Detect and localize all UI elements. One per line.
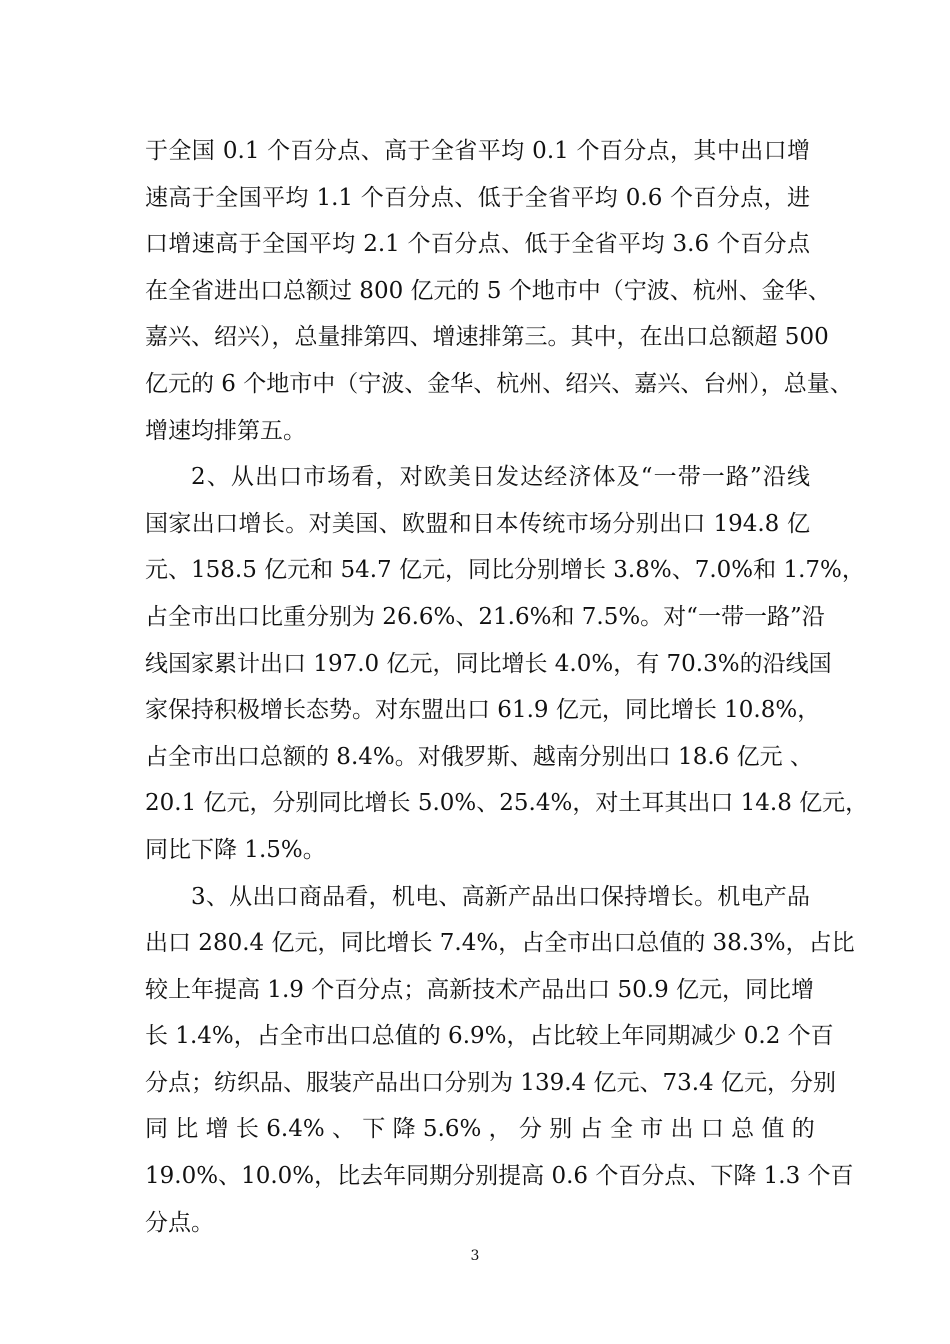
text-line: 同比下降 1.5%。 [145, 836, 326, 863]
text-line: 3、从出口商品看，机电、高新产品出口保持增长。机电产品 [191, 883, 810, 910]
text-line: 线国家累计出口 197.0 亿元，同比增长 4.0%，有 70.3%的沿线国 [145, 650, 832, 677]
text-line: 2、从出口市场看，对欧美日发达经济体及“一带一路”沿线 [191, 464, 810, 491]
text-line: 嘉兴、绍兴），总量排第四、增速排第三。其中，在出口总额超 500 [145, 324, 829, 351]
page-number: 3 [470, 1248, 480, 1264]
text-line: 19.0%、10.0%，比去年同期分别提高 0.6 个百分点、下降 1.3 个百 [145, 1163, 854, 1190]
document-body [145, 128, 869, 1246]
text-line: 元、158.5 亿元和 54.7 亿元，同比分别增长 3.8%、7.0%和 1.7%， [145, 557, 865, 584]
paragraph-1 [145, 128, 853, 454]
paragraph-2 [145, 454, 869, 873]
text-line: 较上年提高 1.9 个百分点；高新技术产品出口 50.9 亿元，同比增 [145, 976, 815, 1003]
text-line: 于全国 0.1 个百分点、高于全省平均 0.1 个百分点，其中出口增 [145, 138, 810, 164]
text-line: 口增速高于全国平均 2.1 个百分点、低于全省平均 3.6 个百分点 [145, 231, 810, 258]
text-line: 分点；纺织品、服装产品出口分别为 139.4 亿元、73.4 亿元，分别 [145, 1069, 836, 1096]
text-line: 长 1.4%，占全市出口总值的 6.9%，占比较上年同期减少 0.2 个百 [145, 1023, 834, 1050]
text-line: 出口 280.4 亿元，同比增长 7.4%，占全市出口总值的 38.3%，占比 [145, 930, 855, 957]
text-line: 增速均排第五。 [145, 417, 306, 444]
text-line: 在全省进出口总额过 800 亿元的 5 个地市中（宁波、杭州、金华、 [145, 277, 831, 304]
text-line: 20.1 亿元，分别同比增长 5.0%、25.4%，对土耳其出口 14.8 亿元， [145, 790, 869, 817]
text-line: 占全市出口比重分别为 26.6%、21.6%和 7.5%。对“一带一路”沿 [145, 603, 825, 630]
paragraph-3 [145, 874, 855, 1247]
text-line: 占全市出口总额的 8.4%。对俄罗斯、越南分别出口 18.6 亿元 、 [145, 743, 813, 770]
text-line: 国家出口增长。对美国、欧盟和日本传统市场分别出口 194.8 亿 [145, 510, 810, 537]
text-line: 同 比 增 长 6.4% 、 下 降 5.6% ， 分 别 占 全 市 出 口 总 值 的 [145, 1116, 815, 1143]
text-line: 家保持积极增长态势。对东盟出口 61.9 亿元，同比增长 10.8%， [145, 697, 821, 724]
text-line: 分点。 [145, 1209, 214, 1236]
text-line: 亿元的 6 个地市中（宁波、金华、杭州、绍兴、嘉兴、台州），总量、 [145, 370, 853, 397]
text-line: 速高于全国平均 1.1 个百分点、低于全省平均 0.6 个百分点，进 [145, 184, 810, 211]
